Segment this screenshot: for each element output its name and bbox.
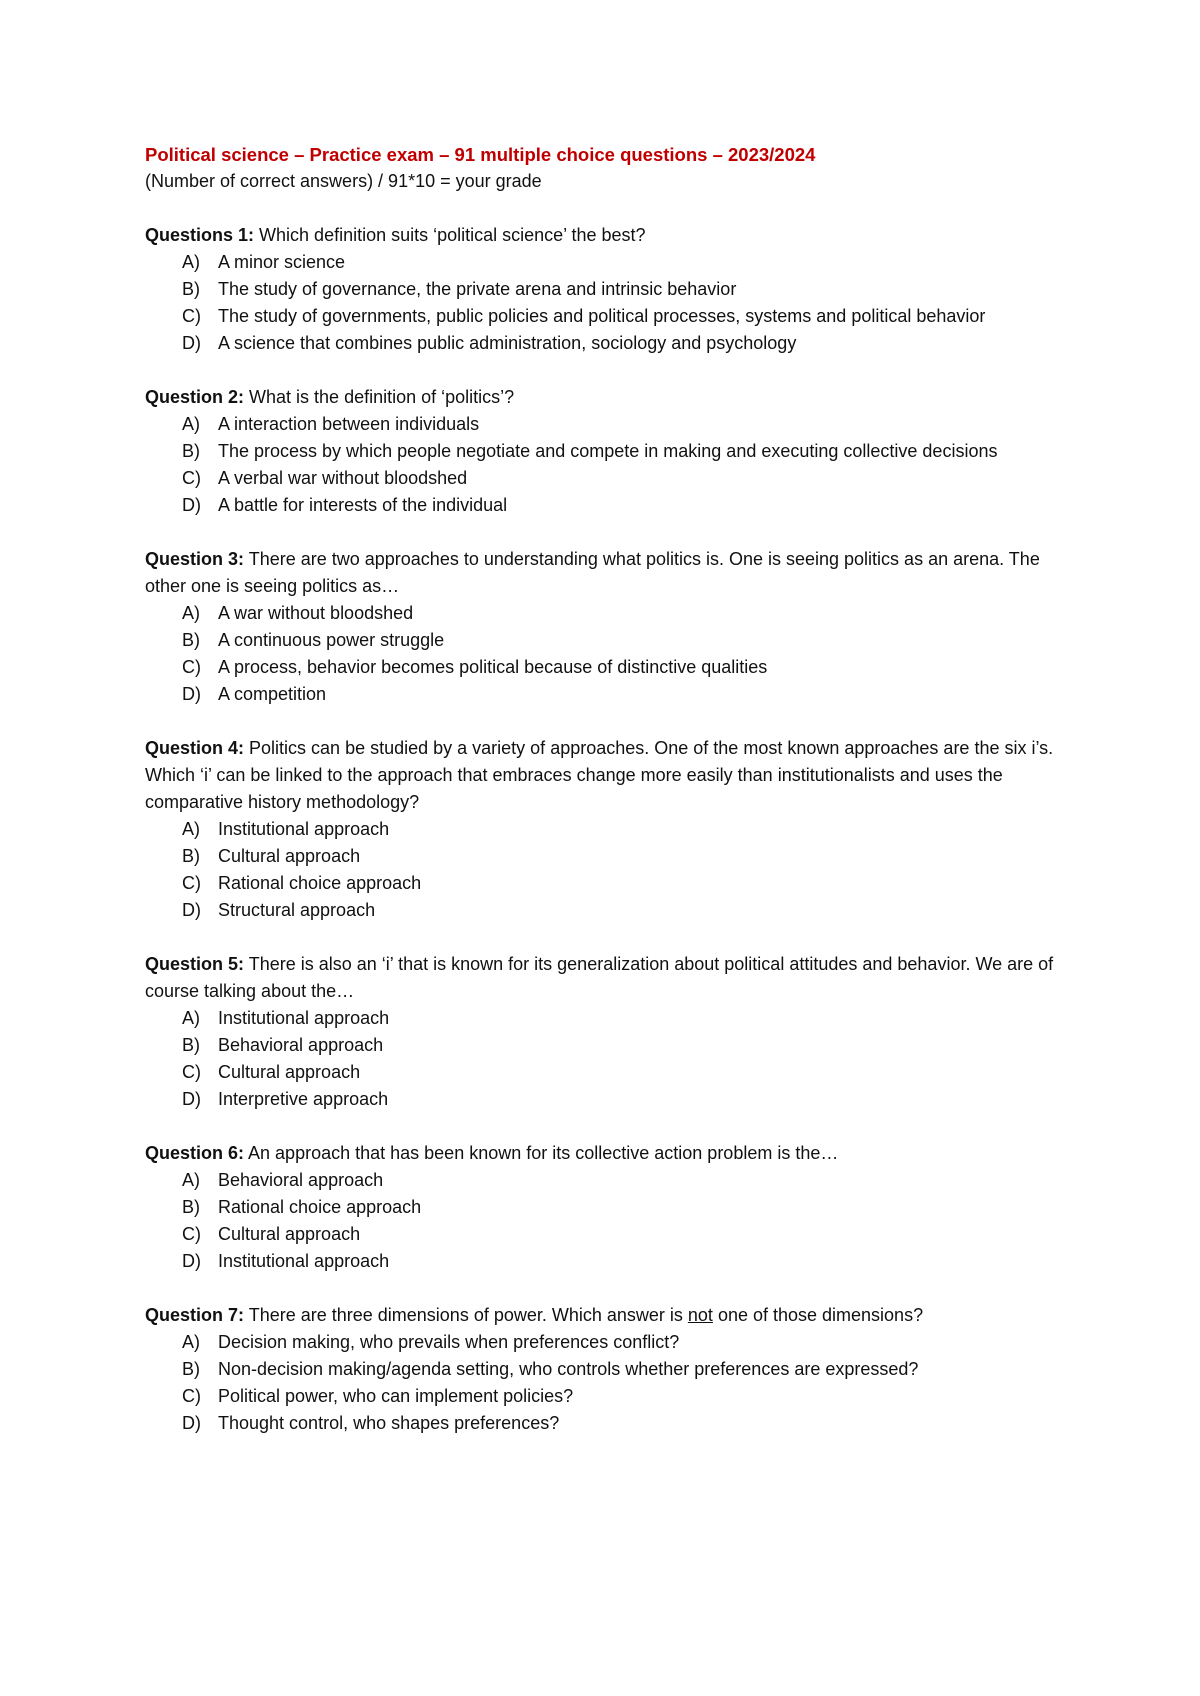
option-letter: A) xyxy=(182,603,200,623)
option-text: Institutional approach xyxy=(218,1251,390,1271)
answer-option-c xyxy=(145,1221,1065,1248)
answer-option-c xyxy=(145,465,1065,492)
question-4 xyxy=(145,735,1065,924)
question-text-before: There are three dimensions of power. Which answer is xyxy=(248,1305,688,1325)
question-text: Which definition suits ‘political science’ the best? xyxy=(259,225,646,245)
question-stem xyxy=(145,1302,1065,1329)
grade-formula: (Number of correct answers) / 91*10 = your grade xyxy=(145,171,542,191)
answer-option-b xyxy=(145,276,1065,303)
answer-options xyxy=(145,600,1065,708)
exam-page xyxy=(145,141,1065,1437)
option-text: A competition xyxy=(218,684,327,704)
answer-options xyxy=(145,816,1065,924)
answer-option-c xyxy=(145,1059,1065,1086)
question-stem xyxy=(145,222,1065,249)
question-stem xyxy=(145,384,1065,411)
option-letter: B) xyxy=(182,1359,200,1379)
answer-option-a xyxy=(145,600,1065,627)
answer-option-d xyxy=(145,681,1065,708)
question-label: Question 2: xyxy=(145,387,245,407)
question-2 xyxy=(145,384,1065,519)
question-label: Questions 1: xyxy=(145,225,255,245)
answer-option-b xyxy=(145,627,1065,654)
answer-option-d xyxy=(145,1248,1065,1275)
answer-option-a xyxy=(145,249,1065,276)
option-text: Institutional approach xyxy=(218,1008,390,1028)
question-text: An approach that has been known for its collective action problem is the… xyxy=(248,1143,839,1163)
answer-option-a xyxy=(145,816,1065,843)
option-text: A process, behavior becomes political because of distinctive qualities xyxy=(218,657,768,677)
option-letter: A) xyxy=(182,414,200,434)
answer-option-d xyxy=(145,1410,1065,1437)
option-letter: B) xyxy=(182,1035,200,1055)
option-text: Cultural approach xyxy=(218,846,361,866)
option-text: Non-decision making/agenda setting, who controls whether preferences are expressed? xyxy=(218,1359,919,1379)
answer-option-b xyxy=(145,843,1065,870)
option-text: Behavioral approach xyxy=(218,1170,384,1190)
option-text: Interpretive approach xyxy=(218,1089,389,1109)
option-letter: D) xyxy=(182,495,201,515)
option-text: Rational choice approach xyxy=(218,873,422,893)
question-stem xyxy=(145,1140,1065,1167)
answer-options xyxy=(145,411,1065,519)
option-text: Political power, who can implement policies? xyxy=(218,1386,574,1406)
option-letter: A) xyxy=(182,819,200,839)
option-letter: C) xyxy=(182,1224,201,1244)
option-letter: C) xyxy=(182,873,201,893)
answer-option-c xyxy=(145,870,1065,897)
option-text: A minor science xyxy=(218,252,346,272)
option-letter: C) xyxy=(182,1062,201,1082)
question-text: There are two approaches to understanding what politics is. One is seeing politics as an arena. The other one is seeing politics as… xyxy=(145,549,1040,596)
document-title: Political science – Practice exam – 91 multiple choice questions – 2023/2024 xyxy=(145,144,816,165)
question-label: Question 6: xyxy=(145,1143,245,1163)
answer-options xyxy=(145,249,1065,357)
option-text: Thought control, who shapes preferences? xyxy=(218,1413,560,1433)
option-text: Rational choice approach xyxy=(218,1197,422,1217)
question-stem xyxy=(145,735,1065,816)
option-letter: D) xyxy=(182,1089,201,1109)
question-text: Politics can be studied by a variety of approaches. One of the most known approaches are the six i’s. Which ‘i’ can be linked to the approach that embraces change more easily than institutionalists and uses the comparative history methodology? xyxy=(145,738,1054,812)
option-text: A battle for interests of the individual xyxy=(218,495,508,515)
option-letter: B) xyxy=(182,1197,200,1217)
answer-option-a xyxy=(145,411,1065,438)
option-letter: C) xyxy=(182,1386,201,1406)
answer-option-c xyxy=(145,1383,1065,1410)
option-text: Decision making, who prevails when preferences conflict? xyxy=(218,1332,680,1352)
answer-option-c xyxy=(145,654,1065,681)
option-letter: A) xyxy=(182,252,200,272)
answer-option-d xyxy=(145,330,1065,357)
answer-option-d xyxy=(145,1086,1065,1113)
option-text: A war without bloodshed xyxy=(218,603,414,623)
option-letter: B) xyxy=(182,630,200,650)
question-1 xyxy=(145,222,1065,357)
answer-options xyxy=(145,1167,1065,1275)
question-3 xyxy=(145,546,1065,708)
answer-options xyxy=(145,1005,1065,1113)
option-letter: C) xyxy=(182,468,201,488)
option-letter: D) xyxy=(182,900,201,920)
option-text: A interaction between individuals xyxy=(218,414,480,434)
question-label: Question 7: xyxy=(145,1305,245,1325)
answer-option-a xyxy=(145,1005,1065,1032)
question-stem xyxy=(145,546,1065,600)
question-text: What is the definition of ‘politics’? xyxy=(249,387,515,407)
question-label: Question 4: xyxy=(145,738,245,758)
option-text: A continuous power struggle xyxy=(218,630,445,650)
option-letter: D) xyxy=(182,333,201,353)
question-label: Question 5: xyxy=(145,954,245,974)
option-text: A verbal war without bloodshed xyxy=(218,468,468,488)
question-text xyxy=(249,1305,923,1325)
option-letter: C) xyxy=(182,657,201,677)
answer-option-b xyxy=(145,1356,1065,1383)
option-text: The process by which people negotiate and compete in making and executing collective decisions xyxy=(218,441,998,461)
question-label: Question 3: xyxy=(145,549,245,569)
option-letter: B) xyxy=(182,846,200,866)
answer-option-c xyxy=(145,303,1065,330)
answer-options xyxy=(145,1329,1065,1437)
option-text: The study of governance, the private arena and intrinsic behavior xyxy=(218,279,737,299)
option-text: The study of governments, public policies and political processes, systems and political behavior xyxy=(218,306,986,326)
answer-option-a xyxy=(145,1167,1065,1194)
question-text-emphasis: not xyxy=(687,1305,713,1325)
option-text: Structural approach xyxy=(218,900,376,920)
answer-option-d xyxy=(145,897,1065,924)
option-text: Institutional approach xyxy=(218,819,390,839)
question-6 xyxy=(145,1140,1065,1275)
answer-option-a xyxy=(145,1329,1065,1356)
option-letter: A) xyxy=(182,1170,200,1190)
option-text: Behavioral approach xyxy=(218,1035,384,1055)
option-text: A science that combines public administration, sociology and psychology xyxy=(218,333,797,353)
question-text: There is also an ‘i’ that is known for its generalization about political attitudes and behavior. We are of course talking about the… xyxy=(145,954,1054,1001)
option-letter: B) xyxy=(182,279,200,299)
option-letter: A) xyxy=(182,1008,200,1028)
answer-option-b xyxy=(145,438,1065,465)
option-letter: A) xyxy=(182,1332,200,1352)
question-stem xyxy=(145,951,1065,1005)
question-7 xyxy=(145,1302,1065,1437)
option-text: Cultural approach xyxy=(218,1062,361,1082)
option-letter: D) xyxy=(182,1251,201,1271)
option-letter: C) xyxy=(182,306,201,326)
option-letter: D) xyxy=(182,1413,201,1433)
answer-option-b xyxy=(145,1032,1065,1059)
option-text: Cultural approach xyxy=(218,1224,361,1244)
option-letter: B) xyxy=(182,441,200,461)
answer-option-b xyxy=(145,1194,1065,1221)
question-5 xyxy=(145,951,1065,1113)
option-letter: D) xyxy=(182,684,201,704)
question-text-after: one of those dimensions? xyxy=(712,1305,924,1325)
answer-option-d xyxy=(145,492,1065,519)
